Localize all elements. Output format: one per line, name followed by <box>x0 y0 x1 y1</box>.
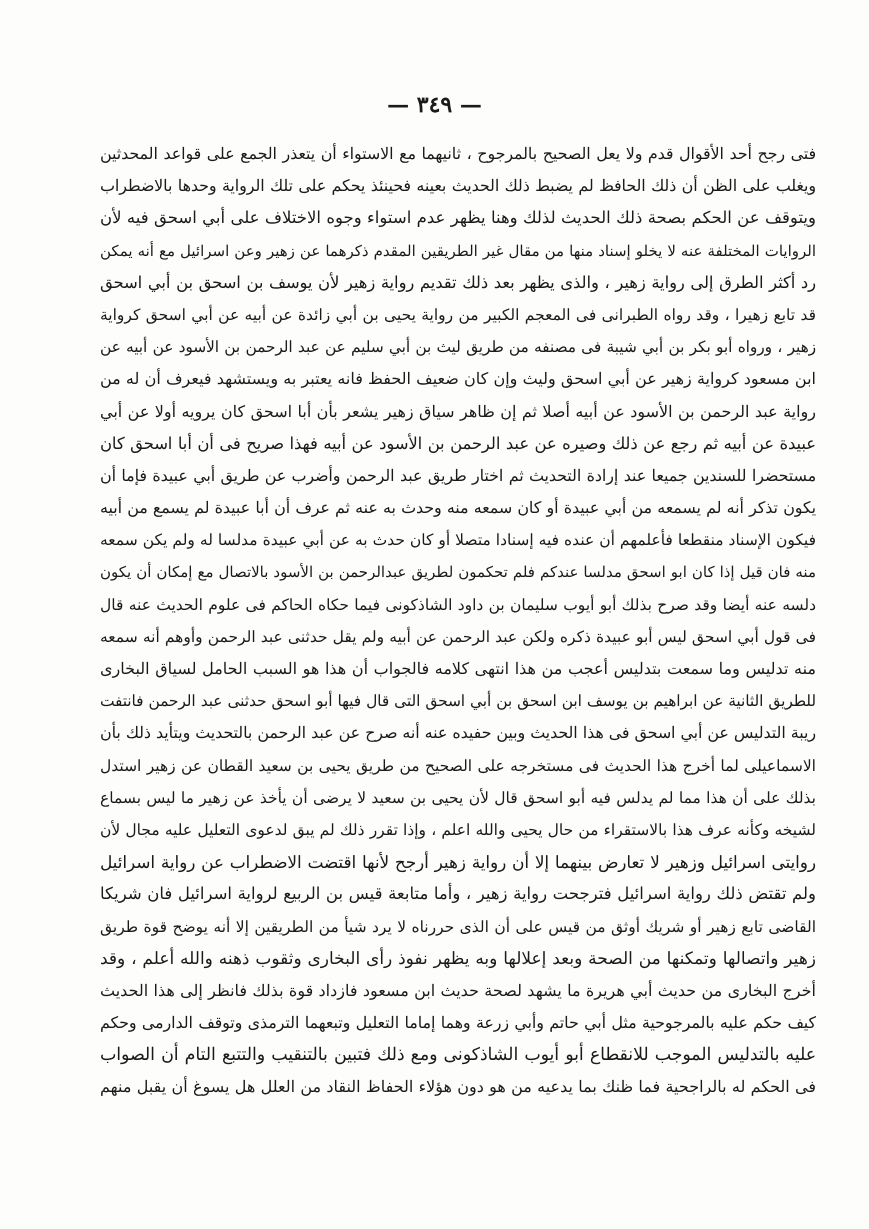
text-line: فى الحكم له بالراجحية فما ظنك بما يدعيه من هو دون هؤلاء الحفاظ النقاد من العلل هل يسوغ أن يقبل منهم <box>100 1077 816 1097</box>
text-line: عليه بالتدليس الموجب للانقطاع أبو أيوب الشاذكونى ومع ذلك فتبين بالتنقيب والتتبع التام أن الصواب <box>100 1045 816 1066</box>
text-line: ويتوقف عن الحكم بصحة ذلك الحديث لذلك وهنا يظهر عدم استواء وجوه الاختلاف على أبي اسحق فيه لأن <box>100 208 816 228</box>
text-line: منه تدليس وما سمعت بتدليس أعجب من هذا انتهى كلامه فالجواب أن هذا هو السبب الحامل لسياق البخارى <box>100 659 816 678</box>
text-line: فيكون الإسناد منقطعا فأعلمهم أن عنده فيه إسنادا متصلا أو كان حدث به عن أبي عبيدة مدلسا له ولم يكن سمعه <box>100 531 816 550</box>
text-line: يكون تذكر أنه لم يسمعه من أبي عبيدة أو كان سمعه منه وحدث به عنه ثم عرف أن أبا عبيدة لم يسمع من أبيه <box>100 498 816 518</box>
text-line: ولم تقتض ذلك رواية اسرائيل فترجحت رواية زهير ، وأما متابعة قيس بن الربيع لرواية اسرائيل فان شريكا <box>100 884 816 904</box>
text-line: القاضى تابع زهير أو شريك أوثق من قيس على أن الذى حررناه لا يرد شيأ من الطريقين إلا أنه يوضح قوة طريق <box>100 917 816 936</box>
text-line: ويغلب على الظن أن ذلك الحافظ لم يضبط ذلك الحديث بعينه فحينئذ يحكم على تلك الرواية وحدها بالاضطراب <box>100 176 816 196</box>
text-line: كيف حكم عليه بالمرجوحية مثل أبي حاتم وأبي زرعة وهما إماما التعليل وتبعهما الترمذى وتوقف الدارمى وحكم <box>100 1013 816 1033</box>
text-line: رواية عبد الرحمن بن الأسود عن أبيه أصلا ثم إن ظاهر سياق زهير يشعر بأن أبا اسحق كان يرويه أولا عن أبي <box>100 401 816 421</box>
page-number: — ٣٤٩ — <box>387 92 482 118</box>
text-line: ريبة التدليس عن أبي اسحق فى هذا الحديث وبين حفيده عنه أنه صرح عن عبد الرحمن بالتحديث ويتأيد ذلك بأن <box>100 723 816 743</box>
text-line: فى قول أبي اسحق ليس أبو عبيدة ذكره ولكن عبد الرحمن عن أبيه ولم يقل حدثنى عبد الرحمن وأوهم أنه سمعه <box>100 627 816 646</box>
text-line: فتى رجح أحد الأقوال قدم ولا يعل الصحيح بالمرجوح ، ثانيهما مع الاستواء أن يتعذر الجمع على قواعد المحدثين <box>100 144 816 163</box>
text-line: أخرج البخارى من حديث أبي هريرة ما يشهد لصحة حديث ابن مسعود فازداد قوة بذلك فانظر إلى هذا الحديث <box>100 980 816 1000</box>
text-line: مستحضرا للسندين جميعا عند إرادة التحديث ثم اختار طريق عبد الرحمن وأضرب عن طريق أبي عبيدة فإما أن <box>100 465 816 485</box>
text-line: رد أكثر الطرق إلى رواية زهير ، والذى يظهر بعد ذلك تقديم رواية زهير لأن يوسف بن اسحق بن أبي اسحق <box>100 272 816 292</box>
text-line: للطريق الثانية عن ابراهيم بن يوسف ابن اسحق بن أبي اسحق التى قال فيها أبو اسحق حدثنى عبد الرحمن فانتفت <box>100 692 816 711</box>
text-line: دلسه عنه أيضا وقد صرح بذلك أبو أيوب سليمان بن داود الشاذكونى فيما حكاه الحاكم فى علوم الحديث عنه قال <box>100 595 816 614</box>
text-line: عبيدة عن أبيه ثم رجع عن ذلك وصيره عن عبد الرحمن بن الأسود عن أبيه فهذا صريح فى أن أبا اسحق كان <box>100 433 816 453</box>
text-line: قد تابع زهيرا ، وقد رواه الطبرانى فى المعجم الكبير من رواية يحيى بن أبي زائدة عن أبيه عن أبي اسحق كرواية <box>100 305 816 324</box>
text-line: الروايات المختلفة عنه لا يخلو إسناد منها من مقال غير الطريقين المقدم ذكرهما عن زهير وعن اسرائيل مع أنه يمكن <box>100 241 816 260</box>
text-line: ابن مسعود كرواية زهير عن أبي اسحق وليث وإن كان ضعيف الحفظ فانه يعتبر به ويستشهد فيعرف أن له من <box>100 369 816 389</box>
text-line: زهير ، ورواه أبو بكر بن أبي شيبة فى مصنفه من طريق ليث بن أبي سليم عن عبد الرحمن بن الأسود عن أبيه عن <box>100 338 816 357</box>
text-line: منه فان قيل إذا كان ابو اسحق مدلسا عندكم فلم تحكمون لطريق عبدالرحمن بن الأسود بالاتصال مع إمكان أن يكون <box>100 563 816 582</box>
body-text <box>100 138 816 1104</box>
text-line: بذلك على أن هذا مما لم يدلس فيه أبو اسحق قال لأن يحيى بن سعيد لا يرضى أن يأخذ عن زهير ما ليس بسماع <box>100 788 816 807</box>
text-line: روايتى اسرائيل وزهير لا تعارض بينهما إلا أن رواية زهير أرجح لأنها اقتضت الاضطراب عن رواية اسرائيل <box>100 852 816 873</box>
text-line: الاسماعيلى لما أخرج هذا الحديث فى مستخرجه على الصحيح من طريق يحيى بن سعيد القطان عن زهير استدل <box>100 756 816 775</box>
text-line: زهير واتصالها وتمكنها من الصحة وبعد إعلالها وبه يظهر نفوذ رأى البخارى وثقوب ذهنه والله أعلم ، وقد <box>100 948 816 969</box>
text-line: لشيخه وكأنه عرف هذا بالاستقراء من حال يحيى والله اعلم ، وإذا تقرر ذلك لم يبق لدعوى التعليل عليه مجال لأن <box>100 820 816 839</box>
